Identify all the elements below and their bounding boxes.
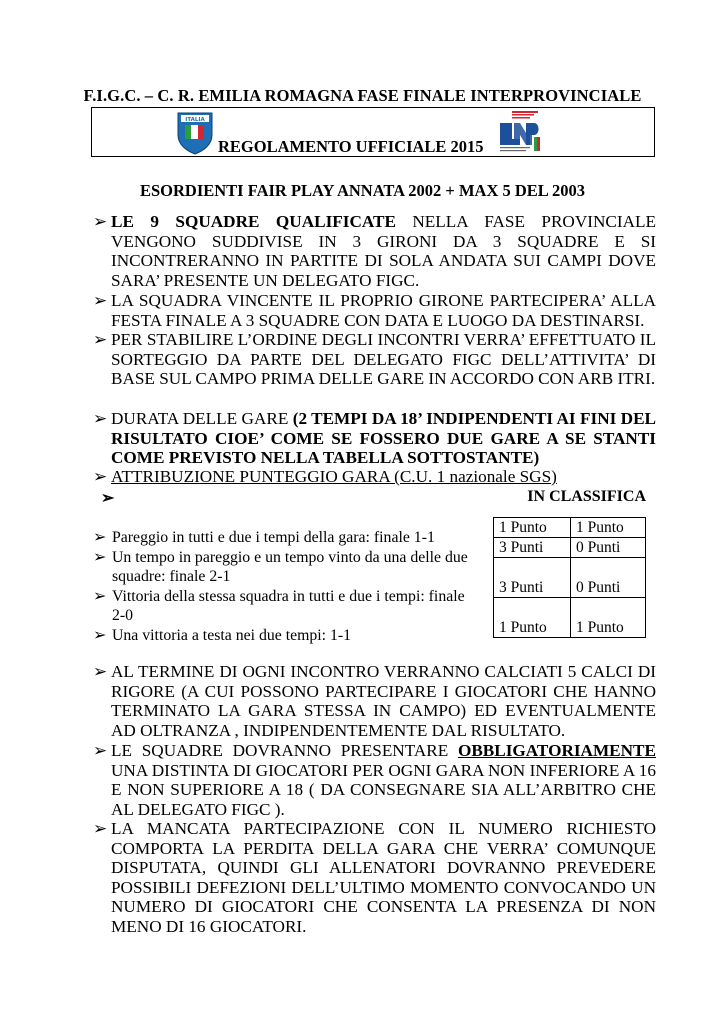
- rule-1-text: NELLA FASE PROVINCIALE VENGONO SUDDIVISE IN 3 GIRONI DA 3 SQUADRE E SI INCONTRERANNO IN PARTITE DI SOLA ANDATA SUI CAMPI DOVE SARA’ PRESENTE UN DELEGATO FIGC.: [111, 212, 656, 290]
- lnd-logo: [496, 109, 542, 155]
- rule-item-3: [93, 330, 656, 389]
- bullet-arrow-icon: ➢: [93, 819, 108, 838]
- figc-logo: [176, 111, 214, 155]
- points-table: [493, 517, 646, 638]
- points-row-1: 1 Punto 1 Punto: [494, 518, 646, 538]
- rule-2-text: LA SQUADRA VINCENTE IL PROPRIO GIRONE PARTECIPERA’ ALLA FESTA FINALE A 3 SQUADRE CON DATA E LUOGO DA DESTINARSI.: [111, 291, 656, 330]
- rule-7-post: UNA DISTINTA DI GIOCATORI PER OGNI GARA NON INFERIORE A 16 E NON SUPERIORE A 18 ( DA CONSEGNARE SIA ALL’ARBITRO CHE AL DELEGATO FIGC ).: [111, 760, 656, 819]
- rule-item-6: [93, 662, 656, 740]
- pair-rule-4: ➢ Una vittoria a testa nei due tempi: 1-1: [93, 626, 352, 644]
- rule-1-bold: LE 9 SQUADRE QUALIFICATE: [111, 212, 396, 231]
- bullet-arrow-icon: ➢: [93, 529, 107, 546]
- pair-rule-1: ➢ Pareggio in tutti e due i tempi della gara: finale 1-1: [93, 529, 435, 546]
- category-title: ESORDIENTI FAIR PLAY ANNATA 2002 + MAX 5 DEL 2003: [139, 181, 586, 200]
- rule-item-8: [93, 819, 656, 936]
- bullet-arrow-icon: ➢: [93, 467, 108, 486]
- rule-item-5: [93, 467, 656, 487]
- bullet-arrow-icon: ➢: [93, 330, 108, 349]
- rule-item-1: [93, 212, 656, 290]
- points-row-4: 1 Punto 1 Punto: [494, 598, 646, 638]
- rule-3-text: PER STABILIRE L’ORDINE DEGLI INCONTRI VERRA’ EFFETTUATO IL SORTEGGIO DA PARTE DEL DELEGATO FIGC DELL’ATTIVITA’ DI BASE SUL CAMPO PRIMA DELLE GARE IN ACCORDO CON ARB ITRI.: [111, 330, 656, 388]
- bullet-arrow-icon: ➢: [93, 662, 108, 681]
- bullet-arrow-icon: ➢: [93, 741, 108, 760]
- points-row-2: 3 Punti 0 Punti: [494, 538, 646, 558]
- figc-logo-text: ITALIA: [185, 117, 205, 123]
- bullet-arrow-icon: ➢: [93, 212, 108, 231]
- pair-rule-2: ➢ Un tempo in pareggio e un tempo vinto da una delle due squadre: finale 2-1: [93, 548, 468, 586]
- bullet-arrow-icon: ➢: [93, 291, 108, 310]
- rule-8-text: LA MANCATA PARTECIPAZIONE CON IL NUMERO RICHIESTO COMPORTA LA PERDITA DELLA GARA CHE VERRA’ COMUNQUE DISPUTATA, QUINDI GLI ALLENATORI DOVRANNO PREVEDERE POSSIBILI DEFEZIONI DELL’ULTIMO MOMENTO CONVOCANDO UN NUMERO DI GIOCATORI CHE CONSENTA LA PRESENZA DI NON MENO DI 16 GIOCATORI.: [111, 819, 656, 936]
- rule-4-bold: (2 TEMPI DA 18’ INDIPENDENTI AI FINI DEL RISULTATO CIOE’ COME SE FOSSERO DUE GARE A SE STANTI COME PREVISTO NELLA TABELLA SOTTOSTANTE): [111, 409, 657, 467]
- pair-rules-list: [93, 528, 473, 646]
- bullet-arrow-icon: ➢: [93, 548, 107, 566]
- document-header-title: F.I.G.C. – C. R. EMILIA ROMAGNA FASE FINALE INTERPROVINCIALE: [83, 86, 642, 105]
- rule-6-text: AL TERMINE DI OGNI INCONTRO VERRANNO CALCIATI 5 CALCI DI RIGORE (A CUI POSSONO PARTECIPARE I GIOCATORI CHE HANNO TERMINATO LA GARA STESSA IN CAMPO) ED EVENTUALMENTE AD OLTRANZA , INDIPENDENTEMENTE DAL RISULTATO.: [111, 662, 656, 740]
- bullet-arrow-icon: ➢: [93, 626, 107, 644]
- classifica-label: IN CLASSIFICA: [527, 488, 646, 505]
- pair-rule-3: ➢ Vittoria della stessa squadra in tutti e due i tempi: finale 2-0: [93, 587, 465, 625]
- rule-item-2: [93, 291, 656, 330]
- rule-4-text: DURATA DELLE GARE: [111, 409, 293, 428]
- rule-5-text: ATTRIBUZIONE PUNTEGGIO GARA (C.U. 1 nazionale SGS): [111, 467, 557, 486]
- points-row-3: 3 Punti 0 Punti: [494, 558, 646, 598]
- bullet-arrow-icon: ➢: [101, 490, 115, 507]
- document-subtitle: REGOLAMENTO UFFICIALE 2015: [218, 137, 484, 156]
- bullet-arrow-icon: ➢: [93, 587, 107, 605]
- rule-7-pre: LE SQUADRE DOVRANNO PRESENTARE: [111, 741, 458, 760]
- rule-7-bold: OBBLIGATORIAMENTE: [457, 741, 656, 760]
- rule-item-4: [93, 409, 656, 468]
- rule-item-7: [93, 741, 656, 819]
- bullet-arrow-icon: ➢: [93, 409, 108, 428]
